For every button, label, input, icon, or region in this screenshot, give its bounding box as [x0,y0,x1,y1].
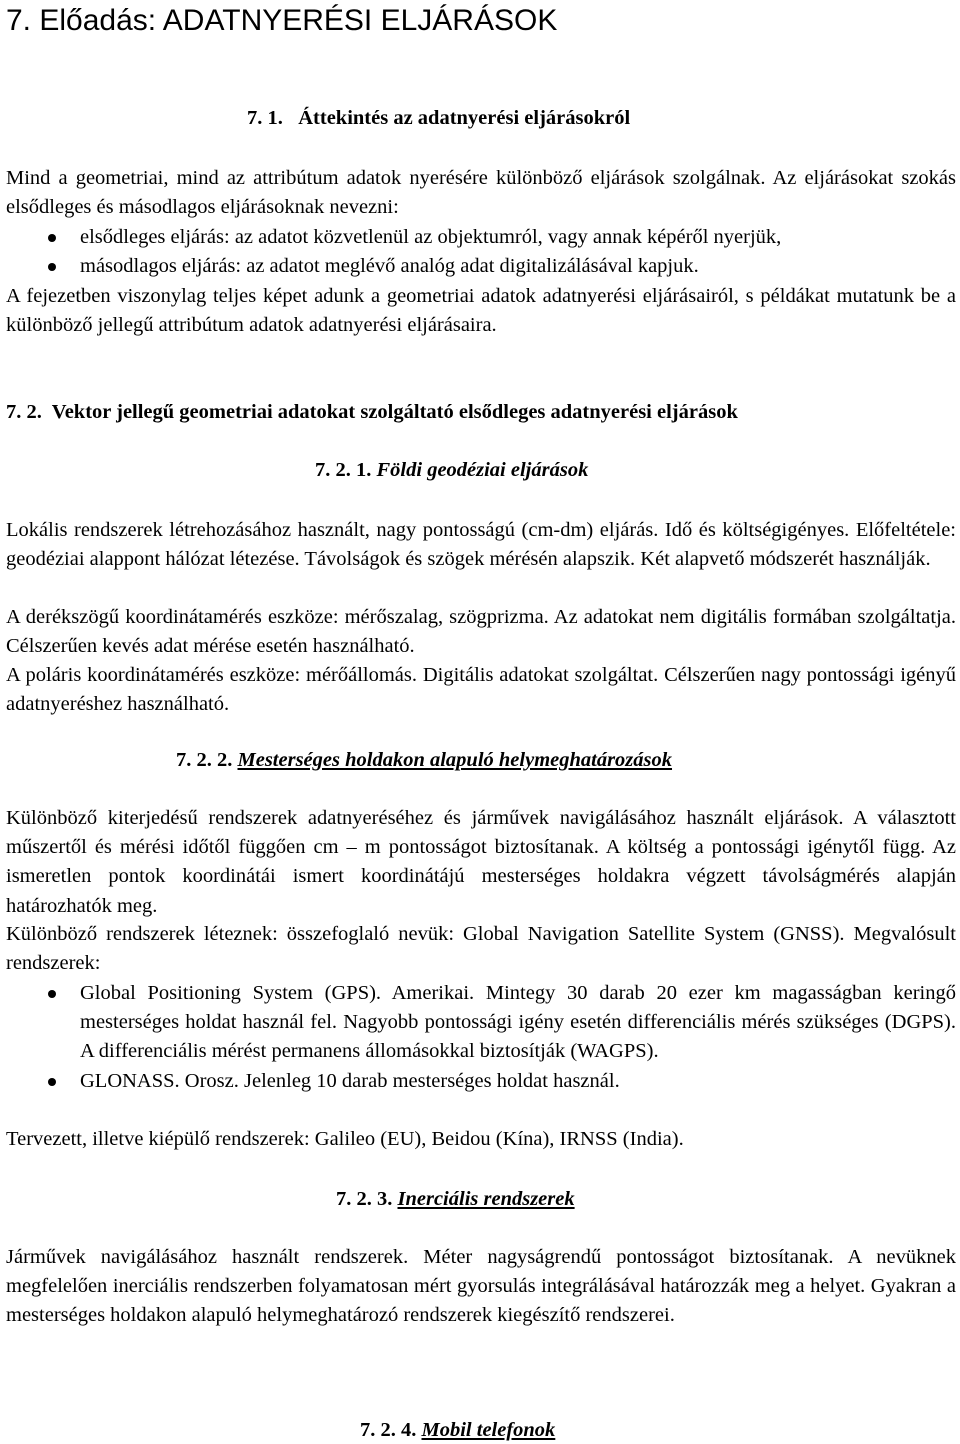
bullet-icon [48,234,56,242]
paragraph: Különböző kiterjedésű rendszerek adatnyeréséhez és járművek navigálásához használt eljárások. A választott műszertől és mérési időtől függően cm – m pontosságot biztosítanak. A költség a pontossági igénytől függ. Az ismeretlen pontok koordinátái ismert koordinátájú mesterséges holdakra végzett távolságmérés alapján határozhatók meg. [6,807,956,917]
paragraph: Tervezett, illetve kiépülő rendszerek: Galileo (EU), Beidou (Kína), IRNSS (India). [6,1128,684,1150]
section-title: Áttekintés az adatnyerési eljárásokról [298,107,631,129]
list-item-text: GLONASS. Orosz. Jelenleg 10 darab mesterséges holdat használ. [80,1069,620,1092]
section-heading-7-2 [6,398,738,426]
list-item [6,1067,956,1096]
list-item-text: elsődleges eljárás: az adatot közvetlenül az objektumról, vagy annak képéről nyerjük, [80,226,782,248]
section-number: 7. 2. 2. [176,749,233,771]
section-heading-7-2-4 [360,1416,555,1444]
section-number: 7. 1. [247,107,283,129]
paragraph: A poláris koordinátamérés eszköze: mérőállomás. Digitális adatokat szolgáltat. Célszerűen nagy pontossági igényű adatnyeréshez használható. [6,664,956,716]
section-heading-7-2-2 [176,746,672,774]
section-number: 7. 2. 4. [360,1419,417,1441]
section-heading-7-1 [247,104,630,132]
section-title: Mobil telefonok [421,1419,556,1441]
list-item [6,979,956,1067]
section-title: Vektor jellegű geometriai adatokat szolgáltató elsődleges adatnyerési eljárások [51,401,738,423]
page-title: 7. Előadás: ADATNYERÉSI ELJÁRÁSOK [6,4,558,37]
list-item [6,223,956,252]
bullet-icon [48,990,56,998]
section-title: Inerciális rendszerek [397,1188,575,1210]
list-item-text: másodlagos eljárás: az adatot meglévő analóg adat digitalizálásával kapjuk. [80,255,699,278]
bullet-icon [48,263,56,271]
section-number: 7. 2. 3. [336,1188,393,1210]
section-heading-7-2-3 [336,1185,575,1213]
paragraph: Mind a geometriai, mind az attribútum adatok nyerésére különböző eljárások szolgálnak. Az eljárásokat szokás elsődleges és másodlagos eljárásoknak nevezni: [6,167,956,219]
section-title: Földi geodéziai eljárások [376,459,589,481]
section-number: 7. 2. 1. [315,459,372,481]
paragraph: Lokális rendszerek létrehozásához használt, nagy pontosságú (cm-dm) eljárás. Idő és költségigényes. Előfeltétele: geodéziai alappont hálózat létezése. Távolságok és szögek mérésén alapszik. Két alapvető módszerét használják. [6,519,956,571]
list-item-text: Global Positioning System (GPS). Amerikai. Mintegy 30 darab 20 ezer km magasságban keringő mesterséges holdat használ fel. Nagyobb pontossági igény esetén differenciális mérés szükséges (DGPS). A differenciális mérést permanens állomásokkal biztosítják (WAGPS). [80,982,956,1063]
paragraph: Különböző rendszerek léteznek: összefoglaló nevük: Global Navigation Satellite System (GNSS). Megvalósult rendszerek: [6,923,956,975]
bullet-list [6,979,956,1096]
list-item [6,252,956,281]
section-title: Mesterséges holdakon alapuló helymeghatározások [237,749,673,771]
bullet-list [6,223,956,281]
paragraph: A derékszögű koordinátamérés eszköze: mérőszalag, szögprizma. Az adatokat nem digitális formában szolgáltatja. Célszerűen kevés adat mérése esetén használható. [6,606,956,658]
bullet-icon [48,1078,56,1086]
section-number: 7. 2. [6,401,42,423]
section-heading-7-2-1 [315,456,588,484]
paragraph: A fejezetben viszonylag teljes képet adunk a geometriai adatok adatnyerési eljárásairól, s példákat mutatunk be a különböző jellegű attribútum adatok adatnyerési eljárásaira. [6,285,956,337]
paragraph: Járművek navigálásához használt rendszerek. Méter nagyságrendű pontosságot biztosítanak. A nevüknek megfelelően inerciális rendszerben folyamatosan mért gyorsulás integrálásával határozzák meg a helyet. Gyakran a mesterséges holdakon alapuló helymeghatározó rendszerek kiegészítő rendszerei. [6,1246,956,1327]
